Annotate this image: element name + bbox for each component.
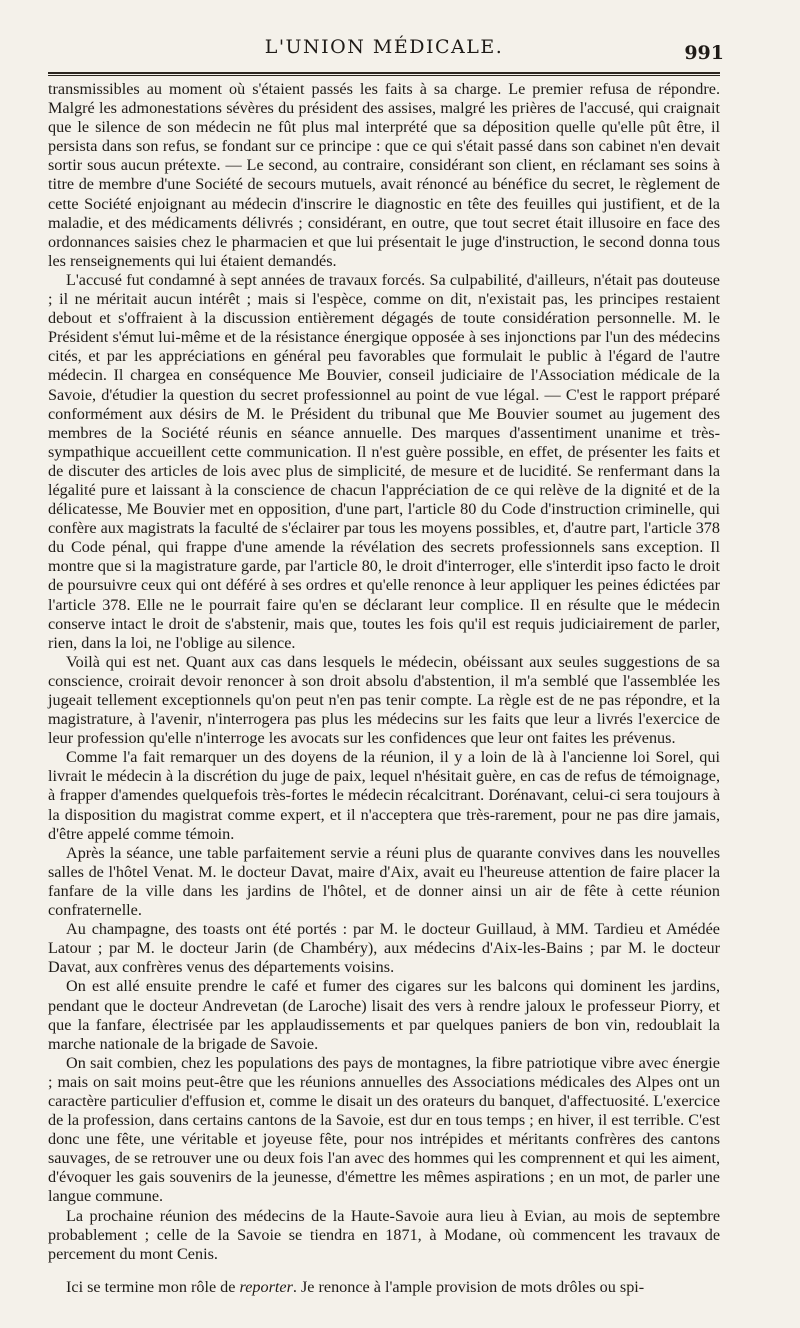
page-header	[48, 36, 724, 70]
paragraph: La prochaine réunion des médecins de la Haute-Savoie aura lieu à Evian, au mois de septembre probablement ; celle de la Savoie se tiendra en 1871, à Modane, où commencent les travaux de percement du mont Cenis.	[48, 1206, 720, 1263]
running-title: L'UNION MÉDICALE.	[264, 36, 504, 58]
header-rule	[48, 72, 720, 74]
paragraph: Au champagne, des toasts ont été portés : par M. le docteur Guillaud, à MM. Tardieu et Amédée Latour ; par M. le docteur Jarin (de Chambéry), aux médecins d'Aix-les-Bains ; par M. le docteur Davat, aux confrères venus des départements voisins.	[48, 920, 720, 977]
article-body	[48, 80, 720, 1297]
italic-word: reporter	[239, 1277, 293, 1296]
paragraph: On est allé ensuite prendre le café et fumer des cigares sur les balcons qui dominent les jardins, pendant que le docteur Andrevetan (de Laroche) lisait des vers à rendre jaloux le professeur Piorry, et que la fanfare, électrisée par les applaudissements et par quelques paniers de bon vin, redoublait la marche nationale de la brigade de Savoie.	[48, 977, 720, 1053]
paragraph: Après la séance, une table parfaitement servie a réuni plus de quarante convives dans les nouvelles salles de l'hôtel Venat. M. le docteur Davat, maire d'Aix, avait eu l'heureuse attention de faire placer la fanfare de la ville dans les jardins de l'hôtel, et de donner ainsi un air de fête à cette réunion confraternelle.	[48, 843, 720, 920]
header-rule-thin	[48, 75, 720, 76]
paragraph-final	[48, 1278, 720, 1297]
paragraph: Voilà qui est net. Quant aux cas dans lesquels le médecin, obéissant aux seules suggestions de sa conscience, croirait devoir renoncer à son droit absolu d'abstention, il m'a semblé que l'assemblée les jugeait tellement exceptionnels qu'on peut n'en pas tenir compte. La règle est de ne pas répondre, et la magistrature, à l'avenir, n'interrogera pas plus les médecins sur les faits que leur a livrés l'exercice de leur profession qu'elle n'interroge les avocats sur les confidences que leur ont faites les prévenus.	[48, 652, 720, 748]
paragraph: L'accusé fut condamné à sept années de travaux forcés. Sa culpabilité, d'ailleurs, n'était pas douteuse ; il ne méritait aucun intérêt ; mais si l'espèce, comme on dit, n'existait pas, les principes restaient debout et s'offraient à la discussion entièrement dégagés de toute considération personnelle. M. le Président s'émut lui-même et de la résistance énergique opposée à ses injonctions par l'un des médecins cités, et par les appréciations en général peu favorables que formulait le public à l'égard de l'autre médecin. Il chargea en conséquence Me Bouvier, conseil judiciaire de l'Association médicale de la Savoie, d'étudier la question du secret professionnel au point de vue légal. — C'est le rapport préparé conformément aux désirs de M. le Président du tribunal que Me Bouvier soumet au jugement des membres de la Société réunis en séance annuelle. Des marques d'assentiment unanime et très-sympathique accueillent cette communication. Il n'est guère possible, en effet, de présenter les faits et de discuter des articles de lois avec plus de simplicité, de mesure et de lucidité. Se renfermant dans la légalité pure et laissant à la conscience de chacun l'appréciation de ce qui relève de la dignité et de la délicatesse, Me Bouvier met en opposition, d'une part, l'article 80 du Code d'instruction criminelle, qui confère aux magistrats la faculté de s'éclairer par tous les moyens possibles, et, d'autre part, l'article 378 du Code pénal, qui frappe d'une amende la révélation des secrets professionnels sans exception. Il montre que si la magistrature garde, par l'article 80, le droit d'interroger, elle s'interdit ipso facto le droit de poursuivre ceux qui ont déféré à ses ordres et qu'elle renonce à leur appliquer les peines édictées par l'article 378. Elle ne le pourrait faire qu'en se déclarant leur complice. Il en résulte que le médecin conserve intact le droit de s'abstenir, mais que, toutes les fois qu'il est requis judiciairement de parler, rien, dans la loi, ne l'oblige au silence.	[48, 270, 720, 652]
text-run: Ici se termine mon rôle de	[66, 1277, 240, 1296]
page-number: 991	[684, 42, 724, 64]
text-run: . Je renonce à l'ample provision de mots drôles ou spi-	[292, 1277, 645, 1296]
paragraph-continued: transmissibles au moment où s'étaient passés les faits à sa charge. Le premier refusa de répondre. Malgré les admonestations sévères du président des assises, malgré les prières de l'accusé, qui craignait que le silence de son médecin ne fût plus mal interprété que sa déposition quelle qu'elle pût être, il persista dans son refus, se fondant sur ce principe : que ce qui s'était passé dans son cabinet n'en devait sortir sous aucun prétexte. — Le second, au contraire, considérant son client, en réclamant ses soins à titre de membre d'une Société de secours mutuels, avait rénoncé au bénéfice du secret, le règlement de cette Société enjoignant au médecin d'inscrire le diagnostic en tête des feuilles qui justifient, et de la maladie, et des médicaments délivrés ; considérant, en outre, que tout secret était illusoire en face des ordonnances saisies chez le pharmacien et que lui présentait le juge d'instruction, le second donna tous les renseignements qui lui étaient demandés.	[48, 80, 720, 270]
paragraph: Comme l'a fait remarquer un des doyens de la réunion, il y a loin de là à l'ancienne loi Sorel, qui livrait le médecin à la discrétion du juge de paix, lequel n'hésitait guère, en cas de refus de témoignage, à frapper d'amendes quelquefois très-fortes le médecin récalcitrant. Dorénavant, celui-ci sera toujours à la disposition du magistrat comme expert, et il n'acceptera que très-rarement, pour ne pas dire jamais, d'être appelé comme témoin.	[48, 748, 720, 843]
paragraph: On sait combien, chez les populations des pays de montagnes, la fibre patriotique vibre avec énergie ; mais on sait moins peut-être que les réunions annuelles des Associations médicales des Alpes ont un caractère particulier d'effusion et, comme le disait un des orateurs du banquet, d'affectuosité. L'exercice de la profession, dans certains cantons de la Savoie, est dur en tous temps ; en hiver, il est terrible. C'est donc une fête, une véritable et joyeuse fête, pour nos intrépides et méritants confrères des cantons sauvages, de se retrouver une ou deux fois l'an avec des hommes qui les comprennent et qui les aiment, d'évoquer les gais souvenirs de la jeunesse, d'émettre les mêmes aspirations ; en un mot, de parler une langue commune.	[48, 1053, 720, 1206]
